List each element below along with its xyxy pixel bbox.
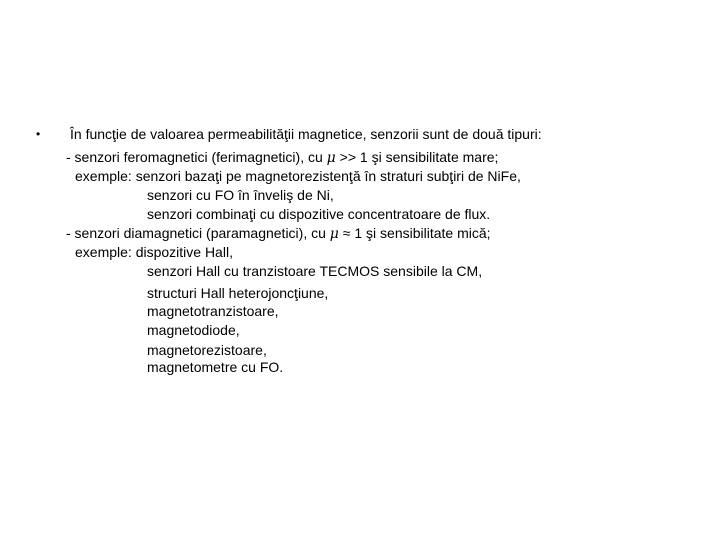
dia-example-6-text: magnetorezistoare, [147,342,267,358]
ferro-example-2 [147,186,334,204]
dia-example-6 [147,341,267,359]
ferromagnetic-text: - senzori feromagnetici (ferimagnetici), cu [66,149,323,165]
dia-example-5-text: magnetodiode, [147,322,240,338]
mu-symbol: μ [326,150,336,166]
dia-example-2-text: senzori Hall cu tranzistoare TECMOS sensibile la CM, [147,263,483,279]
dia-examples-text: exemple: dispozitive Hall, [75,244,233,260]
mu-symbol-2: μ [329,226,339,242]
dia-example-4 [147,302,279,320]
diamagnetic-condition: ≈ 1 şi sensibilitate mică; [342,225,491,241]
intro-line [70,125,542,143]
ferro-example-3 [147,205,490,223]
ferro-example-3-text: senzori combinaţi cu dispozitive concentratoare de flux. [147,206,491,222]
dia-example-2 [147,262,482,280]
ferro-example-2-text: senzori cu FO în înveliş de Ni, [147,187,334,203]
dia-example-7-text: magnetometre cu FO. [147,359,284,375]
intro-text: În funcţie de valoarea permeabilităţii magnetice, senzorii sunt de două tipuri: [70,126,542,142]
ferro-examples-line [75,167,521,185]
ferro-examples-text: exemple: senzori bazaţi pe magnetorezistenţă în straturi subţiri de NiFe, [75,168,521,184]
diamagnetic-line [66,224,491,243]
dia-examples-line [75,243,233,261]
dia-example-4-text: magnetotranzistoare, [147,303,279,319]
ferromagnetic-line [66,148,498,167]
dia-example-3 [147,284,328,302]
diamagnetic-text: - senzori diamagnetici (paramagnetici), cu [66,225,326,241]
dia-example-7 [147,358,283,376]
ferromagnetic-condition: >> 1 şi sensibilitate mare; [339,149,499,165]
bullet-marker: • [36,127,41,141]
dia-example-3-text: structuri Hall heterojoncţiune, [147,285,329,301]
dia-example-5 [147,321,240,339]
